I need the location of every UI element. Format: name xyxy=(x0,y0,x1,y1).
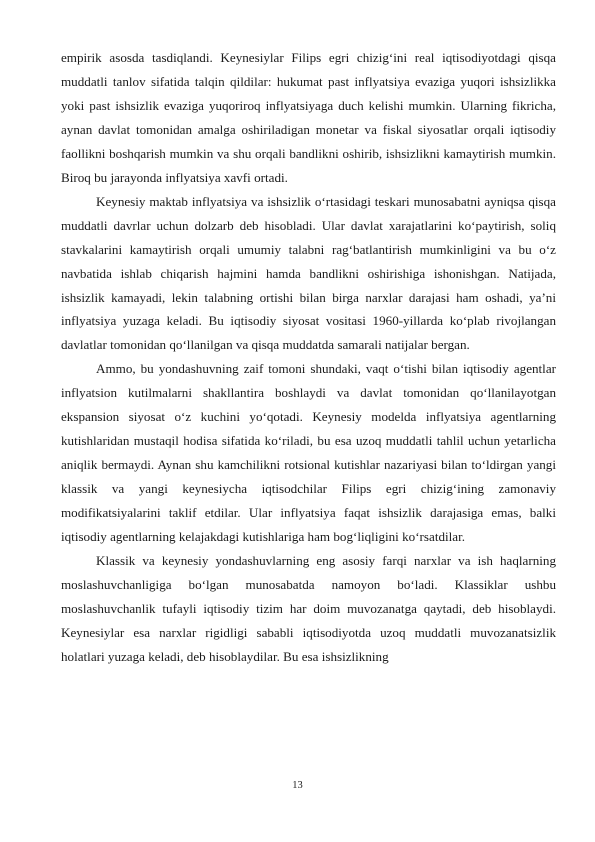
paragraph-3: Ammo, bu yondashuvning zaif tomoni shundaki, vaqt o‘tishi bilan iqtisodiy agentlar inflyatsion kutilmalarni shakllantira boshlaydi va davlat tomonidan qo‘llanilayotgan ekspansion siyosat o‘z kuchini yo‘qotadi. Keynesiy modelda inflyatsiya agentlarning kutishlaridan mustaqil hodisa sifatida ko‘riladi, bu esa uzoq muddatli tahlil uchun yetarlicha aniqlik bermaydi. Aynan shu kamchilikni rotsional kutishlar nazariyasi bilan to‘ldirgan yangi klassik va yangi keynesiycha iqtisodchilar Filips egri chizig‘ining zamonaviy modifikatsiyalarini taklif etdilar. Ular inflyatsiya faqat ishsizlik darajasiga emas, balki iqtisodiy agentlarning kelajakdagi kutishlariga ham bog‘liqligini ko‘rsatdilar. xyxy=(61,361,556,545)
page-number: 13 xyxy=(292,780,303,791)
paragraph-1: empirik asosda tasdiqlandi. Keynesiylar Filips egri chizig‘ini real iqtisodiyotdagi qisqa muddatli tanlov sifatida talqin qildilar: hukumat past inflyatsiya evaziga yuqori ishsizlikka yoki past ishsizlik evaziga yuqoriroq inflyatsiyaga duch kelishi mumkin. Ularning fikricha, aynan davlat tomonidan amalga oshiriladigan monetar va fiskal siyosatlar orqali iqtisodiy faollikni boshqarish mumkin va shu orqali bandlikni oshirib, ishsizlikni kamaytirish mumkin. Biroq bu jarayonda inflyatsiya xavfi ortadi. xyxy=(61,50,556,185)
document-page xyxy=(61,46,556,669)
paragraph-2: Keynesiy maktab inflyatsiya va ishsizlik o‘rtasidagi teskari munosabatni ayniqsa qisqa muddatli davrlar uchun dolzarb deb hisobladi. Ular davlat xarajatlarini ko‘paytirish, soliq stavkalarini kamaytirish orqali umumiy talabni rag‘batlantirish mumkinligini va bu o‘z navbatida ishlab chiqarish hajmini hamda bandlikni oshirishiga ishonishgan. Natijada, ishsizlik kamayadi, lekin talabning ortishi bilan birga narxlar darajasi ham oshadi, ya’ni inflyatsiya yuzaga keladi. Bu iqtisodiy siyosat vositasi 1960-yillarda ko‘plab rivojlangan davlatlar tomonidan qo‘llanilgan va qisqa muddatda samarali natijalar bergan. xyxy=(61,193,556,353)
paragraph-4: Klassik va keynesiy yondashuvlarning eng asosiy farqi narxlar va ish haqlarning moslashuvchanligiga bo‘lgan munosabatda namoyon bo‘ladi. Klassiklar ushbu moslashuvchanlik tufayli iqtisodiy tizim har doim muvozanatga qaytadi, deb hisoblaydi. Keynesiylar esa narxlar rigidligi sababli iqtisodiyotda uzoq muddatli muvozanatsizlik holatlari yuzaga keladi, deb hisoblaydilar. Bu esa ishsizlikning xyxy=(61,553,556,664)
